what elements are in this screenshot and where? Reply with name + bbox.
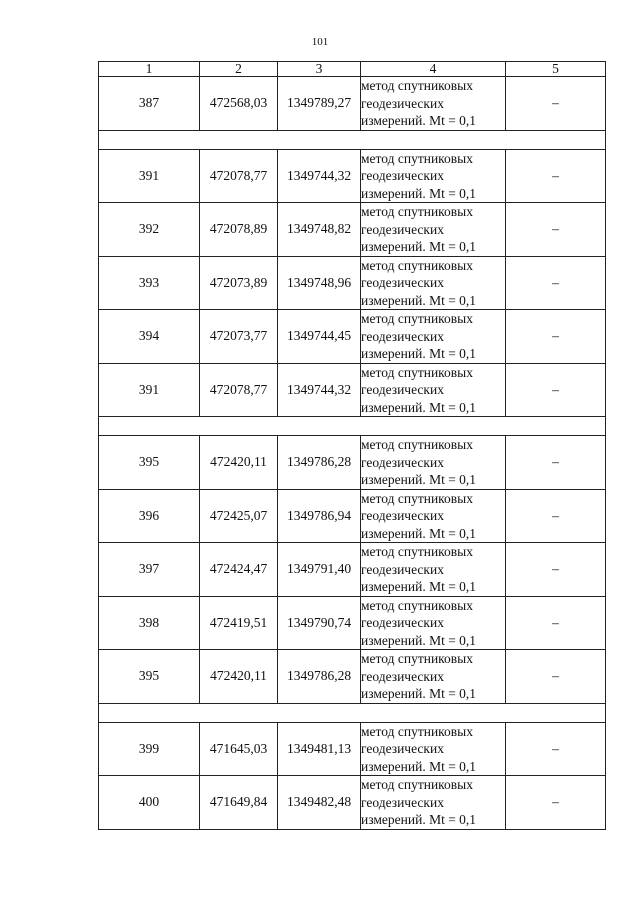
method-cell — [361, 77, 506, 131]
x-coordinate-cell: 471645,03 — [200, 722, 278, 776]
coordinates-table — [98, 61, 606, 830]
method-line: измерений. Mt = 0,1 — [361, 185, 477, 201]
note-cell: – — [506, 596, 606, 650]
method-line: метод спутниковых — [361, 777, 473, 792]
x-coordinate-cell: 472568,03 — [200, 77, 278, 131]
x-coordinate-cell: 472073,77 — [200, 310, 278, 364]
point-number-cell: 387 — [99, 77, 200, 131]
note-cell: – — [506, 650, 606, 704]
y-coordinate-cell: 1349791,40 — [278, 543, 361, 597]
table-row — [99, 596, 606, 650]
method-line: геодезических — [361, 221, 444, 237]
method-line: измерений. Mt = 0,1 — [361, 346, 477, 361]
method-cell — [361, 776, 506, 830]
x-coordinate-cell: 472419,51 — [200, 596, 278, 650]
method-cell — [361, 310, 506, 364]
y-coordinate-cell: 1349786,28 — [278, 650, 361, 704]
method-cell — [361, 596, 506, 650]
point-number-cell: 392 — [99, 203, 200, 257]
group-separator-cell — [99, 417, 606, 436]
method-cell — [361, 363, 506, 417]
method-line: измерений. Mt = 0,1 — [361, 292, 477, 308]
y-coordinate-cell: 1349748,96 — [278, 256, 361, 310]
method-line: геодезических — [361, 561, 444, 577]
note-cell: – — [506, 776, 606, 830]
method-line: измерений. Mt = 0,1 — [361, 579, 477, 594]
method-line: измерений. Mt = 0,1 — [361, 399, 477, 415]
y-coordinate-cell: 1349786,94 — [278, 489, 361, 543]
y-coordinate-cell: 1349482,48 — [278, 776, 361, 830]
x-coordinate-cell: 472425,07 — [200, 489, 278, 543]
note-cell: – — [506, 722, 606, 776]
method-line: метод спутниковых — [361, 311, 473, 326]
point-number-cell: 395 — [99, 650, 200, 704]
table-row — [99, 650, 606, 704]
method-line: метод спутниковых — [361, 204, 473, 219]
y-coordinate-cell: 1349748,82 — [278, 203, 361, 257]
note-cell: – — [506, 489, 606, 543]
column-header-y: 3 — [278, 62, 361, 77]
method-line: геодезических — [361, 668, 444, 684]
point-number-cell: 391 — [99, 149, 200, 203]
table-row — [99, 149, 606, 203]
x-coordinate-cell: 472420,11 — [200, 436, 278, 490]
group-separator-row — [99, 130, 606, 149]
page-number: 101 — [311, 36, 329, 48]
method-line: метод спутниковых — [361, 78, 473, 93]
method-line: измерений. Mt = 0,1 — [361, 812, 477, 827]
x-coordinate-cell: 472424,47 — [200, 543, 278, 597]
y-coordinate-cell: 1349744,45 — [278, 310, 361, 364]
x-coordinate-cell: 472073,89 — [200, 256, 278, 310]
method-line: метод спутниковых — [361, 257, 473, 273]
method-line: геодезических — [361, 168, 444, 183]
table-body — [99, 77, 606, 830]
table-row — [99, 310, 606, 364]
group-separator-row — [99, 703, 606, 722]
column-header-note: 5 — [506, 62, 606, 77]
note-cell: – — [506, 436, 606, 490]
method-line: измерений. Mt = 0,1 — [361, 686, 477, 701]
method-line: измерений. Mt = 0,1 — [361, 113, 477, 128]
table-row — [99, 203, 606, 257]
method-line: измерений. Mt = 0,1 — [361, 525, 477, 541]
method-cell — [361, 256, 506, 310]
table-row — [99, 489, 606, 543]
point-number-cell: 394 — [99, 310, 200, 364]
note-cell: – — [506, 543, 606, 597]
x-coordinate-cell: 471649,84 — [200, 776, 278, 830]
table-header-row — [99, 62, 606, 77]
method-line: метод спутниковых — [361, 651, 473, 666]
x-coordinate-cell: 472078,77 — [200, 149, 278, 203]
method-line: измерений. Mt = 0,1 — [361, 632, 477, 648]
method-line: метод спутниковых — [361, 723, 473, 739]
table-row — [99, 256, 606, 310]
y-coordinate-cell: 1349481,13 — [278, 722, 361, 776]
point-number-cell: 393 — [99, 256, 200, 310]
x-coordinate-cell: 472420,11 — [200, 650, 278, 704]
method-line: геодезических — [361, 275, 444, 290]
method-cell — [361, 149, 506, 203]
method-cell — [361, 436, 506, 490]
point-number-cell: 400 — [99, 776, 200, 830]
column-header-x: 2 — [200, 62, 278, 77]
method-line: геодезических — [361, 382, 444, 397]
note-cell: – — [506, 77, 606, 131]
method-line: геодезических — [361, 741, 444, 756]
note-cell: – — [506, 149, 606, 203]
column-header-point-number: 1 — [99, 62, 200, 77]
note-cell: – — [506, 363, 606, 417]
method-line: геодезических — [361, 615, 444, 630]
method-line: геодезических — [361, 95, 444, 111]
method-line: геодезических — [361, 508, 444, 523]
note-cell: – — [506, 310, 606, 364]
method-line: геодезических — [361, 328, 444, 344]
method-line: метод спутниковых — [361, 364, 473, 380]
y-coordinate-cell: 1349789,27 — [278, 77, 361, 131]
method-line: геодезических — [361, 794, 444, 810]
method-line: измерений. Mt = 0,1 — [361, 472, 477, 487]
note-cell: – — [506, 203, 606, 257]
table-row — [99, 543, 606, 597]
note-cell: – — [506, 256, 606, 310]
point-number-cell: 399 — [99, 722, 200, 776]
method-line: метод спутниковых — [361, 437, 473, 452]
table-row — [99, 77, 606, 131]
method-cell — [361, 203, 506, 257]
y-coordinate-cell: 1349744,32 — [278, 149, 361, 203]
method-cell — [361, 489, 506, 543]
y-coordinate-cell: 1349744,32 — [278, 363, 361, 417]
point-number-cell: 395 — [99, 436, 200, 490]
table-row — [99, 363, 606, 417]
group-separator-cell — [99, 703, 606, 722]
method-line: метод спутниковых — [361, 544, 473, 559]
table-row — [99, 776, 606, 830]
method-line: метод спутниковых — [361, 150, 473, 166]
x-coordinate-cell: 472078,77 — [200, 363, 278, 417]
method-line: измерений. Mt = 0,1 — [361, 758, 477, 774]
table-row — [99, 722, 606, 776]
column-header-method: 4 — [361, 62, 506, 77]
group-separator-row — [99, 417, 606, 436]
y-coordinate-cell: 1349786,28 — [278, 436, 361, 490]
method-line: геодезических — [361, 454, 444, 470]
method-cell — [361, 650, 506, 704]
point-number-cell: 397 — [99, 543, 200, 597]
method-line: измерений. Mt = 0,1 — [361, 239, 477, 254]
y-coordinate-cell: 1349790,74 — [278, 596, 361, 650]
point-number-cell: 391 — [99, 363, 200, 417]
method-cell — [361, 543, 506, 597]
method-line: метод спутниковых — [361, 597, 473, 613]
method-cell — [361, 722, 506, 776]
group-separator-cell — [99, 130, 606, 149]
point-number-cell: 396 — [99, 489, 200, 543]
method-line: метод спутниковых — [361, 490, 473, 506]
table-row — [99, 436, 606, 490]
point-number-cell: 398 — [99, 596, 200, 650]
x-coordinate-cell: 472078,89 — [200, 203, 278, 257]
